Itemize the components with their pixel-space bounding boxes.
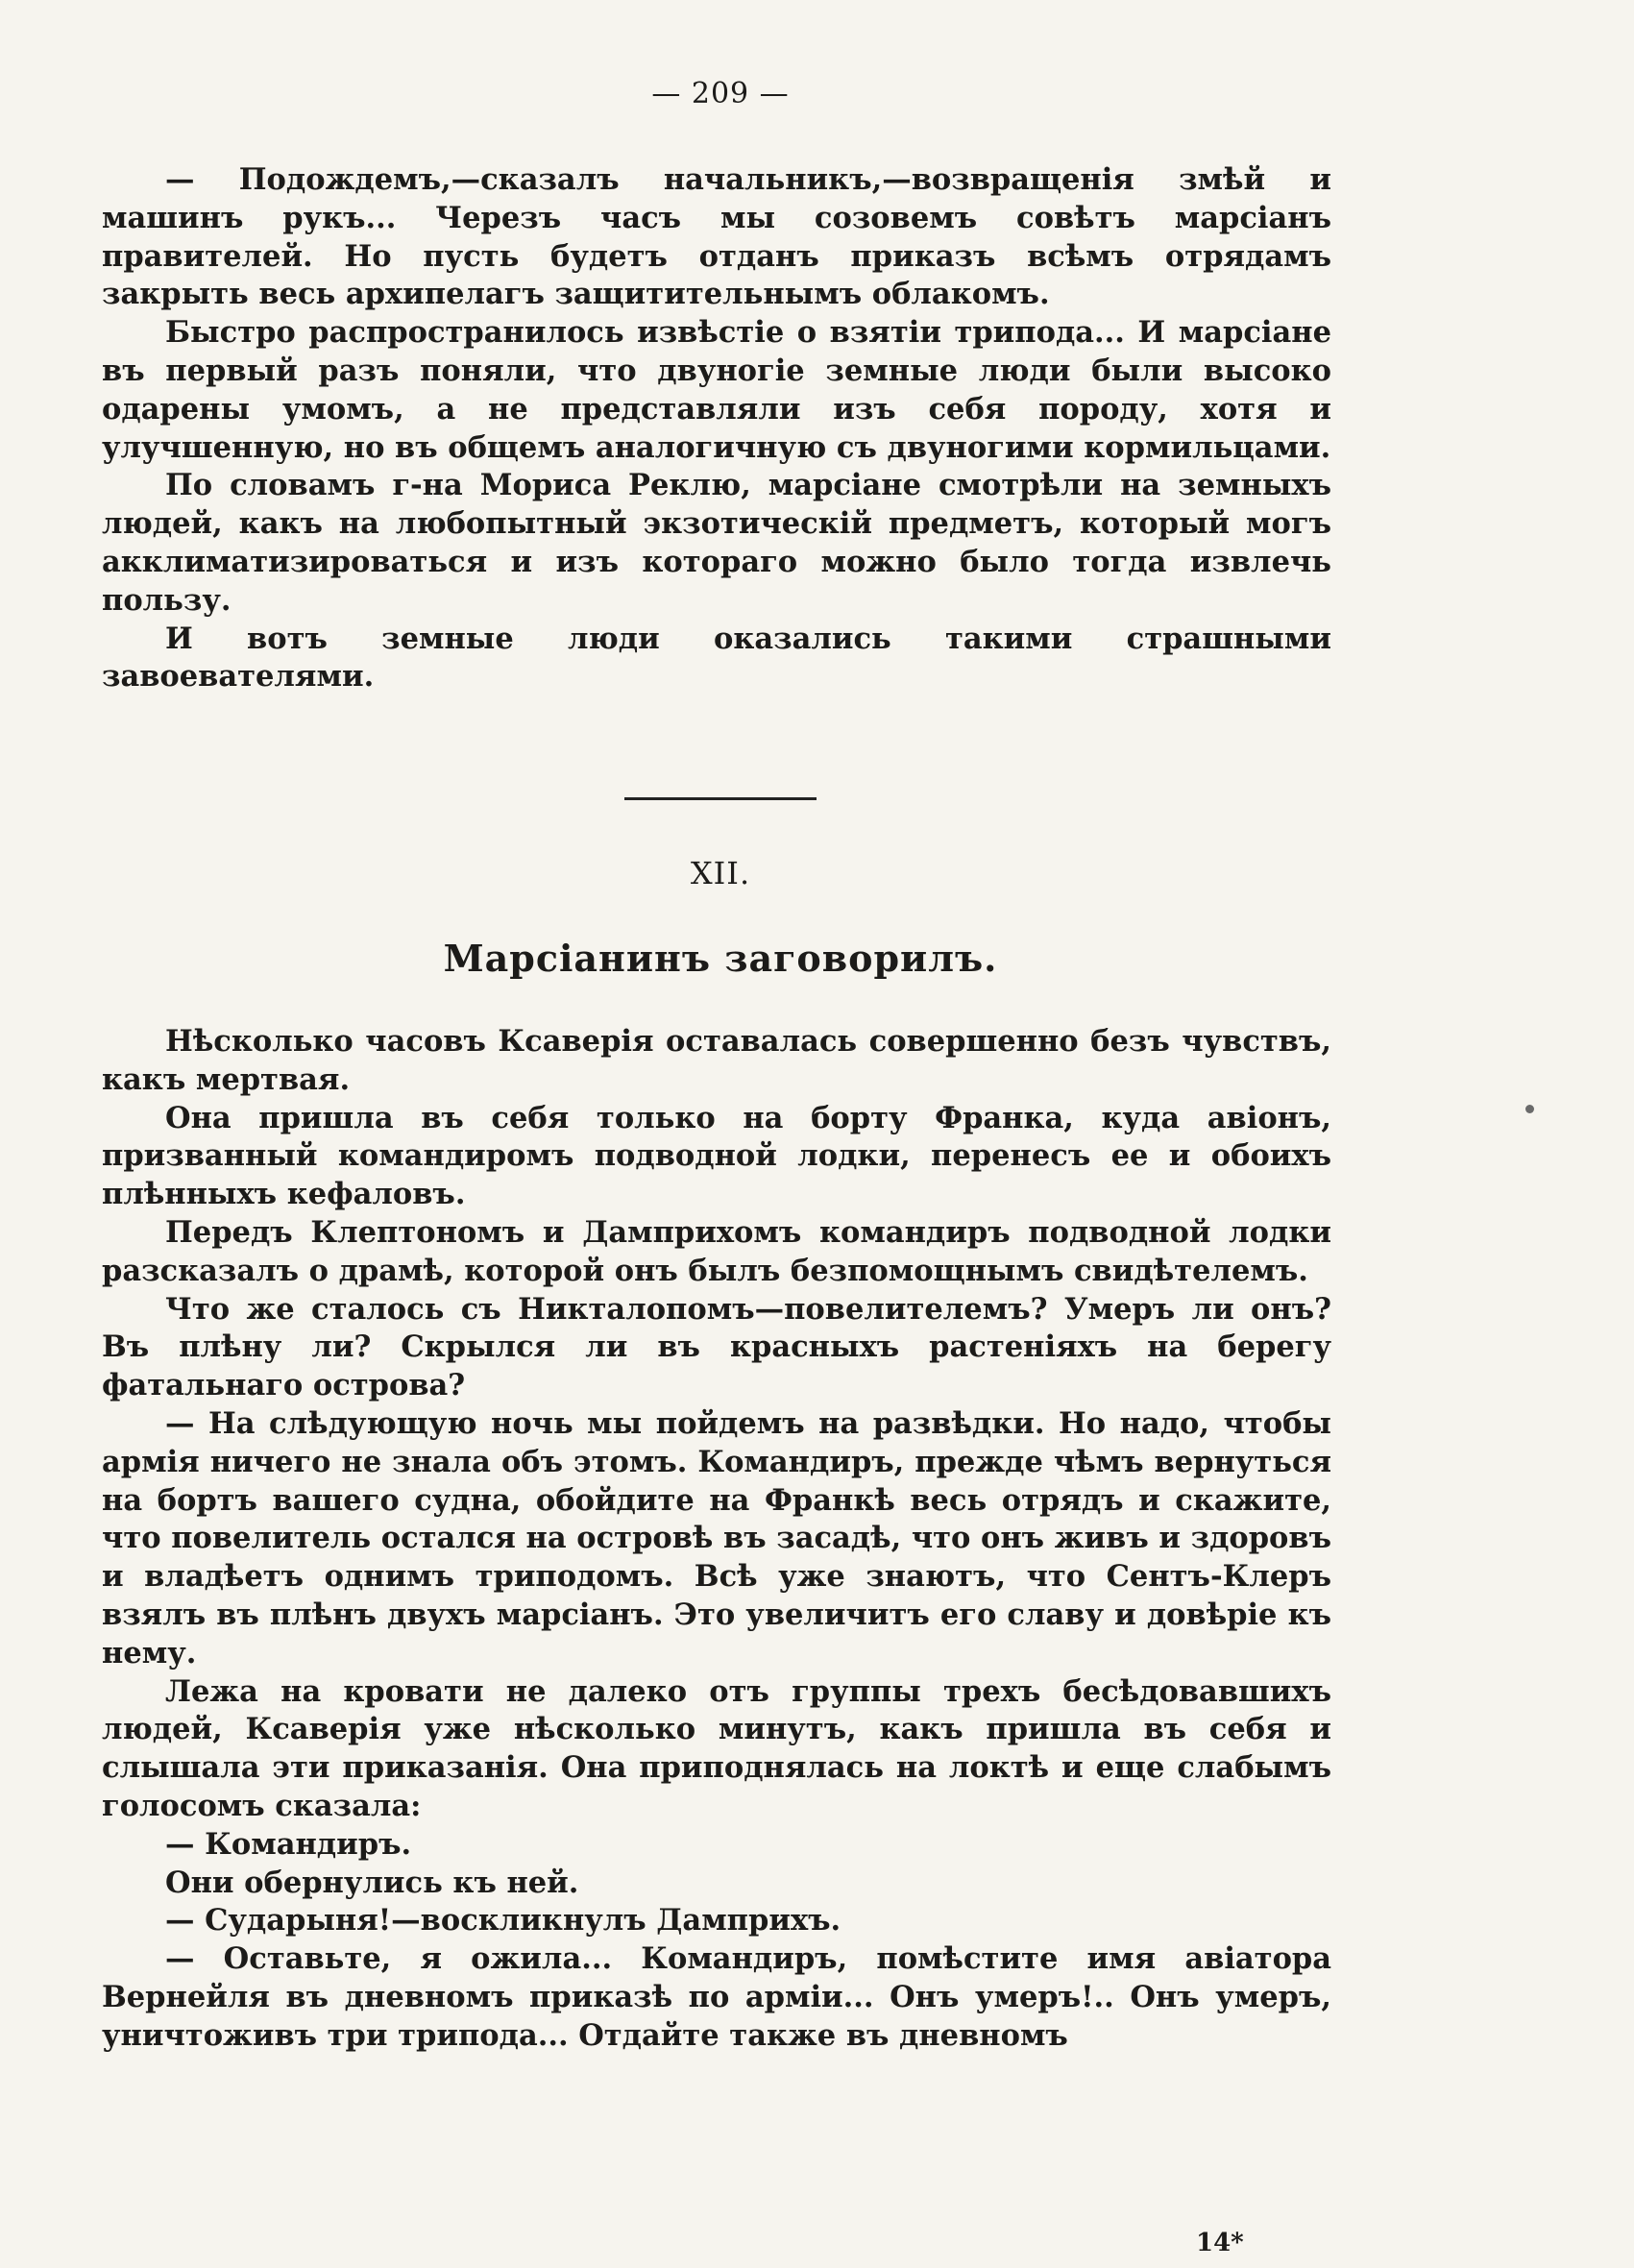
paragraph: — Подождемъ,—сказалъ начальникъ,—возвращенія змѣй и машинъ рукъ... Черезъ часъ мы созовемъ совѣтъ марсіанъ правителей. Но пусть будетъ отданъ приказъ всѣмъ отрядамъ закрыть весь архипелагъ защитительнымъ облакомъ. [102,162,1331,312]
paragraph: Нѣсколько часовъ Ксаверія оставалась совершенно безъ чувствъ, какъ мертвая. [102,1024,1331,1097]
chapter-title: Марсіанинъ заговорилъ. [443,937,998,980]
section-divider [624,797,817,800]
paragraph: Лежа на кровати не далеко отъ группы трехъ бесѣдовавшихъ людей, Ксаверія уже нѣсколько минутъ, какъ пришла въ себя и слышала эти приказанія. Она приподнялась на локтѣ и еще слабымъ голосомъ сказала: [102,1673,1331,1823]
paragraph: — Оставьте, я ожила... Командиръ, помѣстите имя авіатора Вернейля въ дневномъ приказѣ по арміи... Онъ умеръ!.. Онъ умеръ, уничтоживъ три трипода... Отдайте также въ дневномъ [102,1941,1331,2053]
paragraph: И вотъ земные люди оказались такими страшными завоевателями. [102,621,1331,695]
paragraph: — На слѣдующую ночь мы пойдемъ на развѣдки. Но надо, чтобы армія ничего не знала объ этомъ. Командиръ, прежде чѣмъ вернуться на бортъ вашего судна, обойдите на Франкѣ весь отрядъ и скажите, что повелитель остался на островѣ въ засадѣ, что онъ живъ и здоровъ и владѣетъ однимъ триподомъ. Всѣ уже знаютъ, что Сентъ-Клеръ взялъ въ плѣнъ двухъ марсіанъ. Это увеличитъ его славу и довѣріе къ нему. [102,1405,1331,1671]
paragraph: — Командиръ. [165,1826,412,1862]
ink-speck [1525,1105,1534,1113]
paragraph: Передъ Клептономъ и Дамприхомъ командиръ подводной лодки разсказалъ о драмѣ, которой онъ былъ безпомощнымъ свидѣтелемъ. [102,1214,1331,1288]
bottom-text-block [102,1023,1331,2056]
printer-signature: 14* [1196,2229,1244,2257]
top-text-block [102,161,1331,696]
paragraph: Она пришла въ себя только на борту Франка, куда авіонъ, призванный командиромъ подводной лодки, перенесъ ее и обоихъ плѣнныхъ кефаловъ. [102,1100,1331,1212]
paragraph: — Сударыня!—воскликнулъ Дамприхъ. [165,1903,841,1939]
paragraph: Быстро распространилось извѣстіе о взятіи трипода... И марсіане въ первый разъ поняли, что двуногіе земные люди были высоко одарены умомъ, а не представляли изъ себя породу, хотя и улучшенную, но въ общемъ аналогичную съ двуногими кормильцами. [102,315,1331,465]
page-number: — 209 — [651,77,790,110]
paragraph: По словамъ г-на Мориса Реклю, марсіане смотрѣли на земныхъ людей, какъ на любопытный экзотическій предметъ, который могъ акклиматизироваться и изъ котораго можно было тогда извлечь пользу. [102,468,1331,618]
paragraph: Они обернулись къ ней. [165,1865,579,1900]
chapter-number: XII. [690,855,751,891]
paragraph: Что же сталось съ Никталопомъ—повелителемъ? Умеръ ли онъ? Въ плѣну ли? Скрылся ли въ красныхъ растеніяхъ на берегу фатальнаго острова? [102,1291,1331,1403]
